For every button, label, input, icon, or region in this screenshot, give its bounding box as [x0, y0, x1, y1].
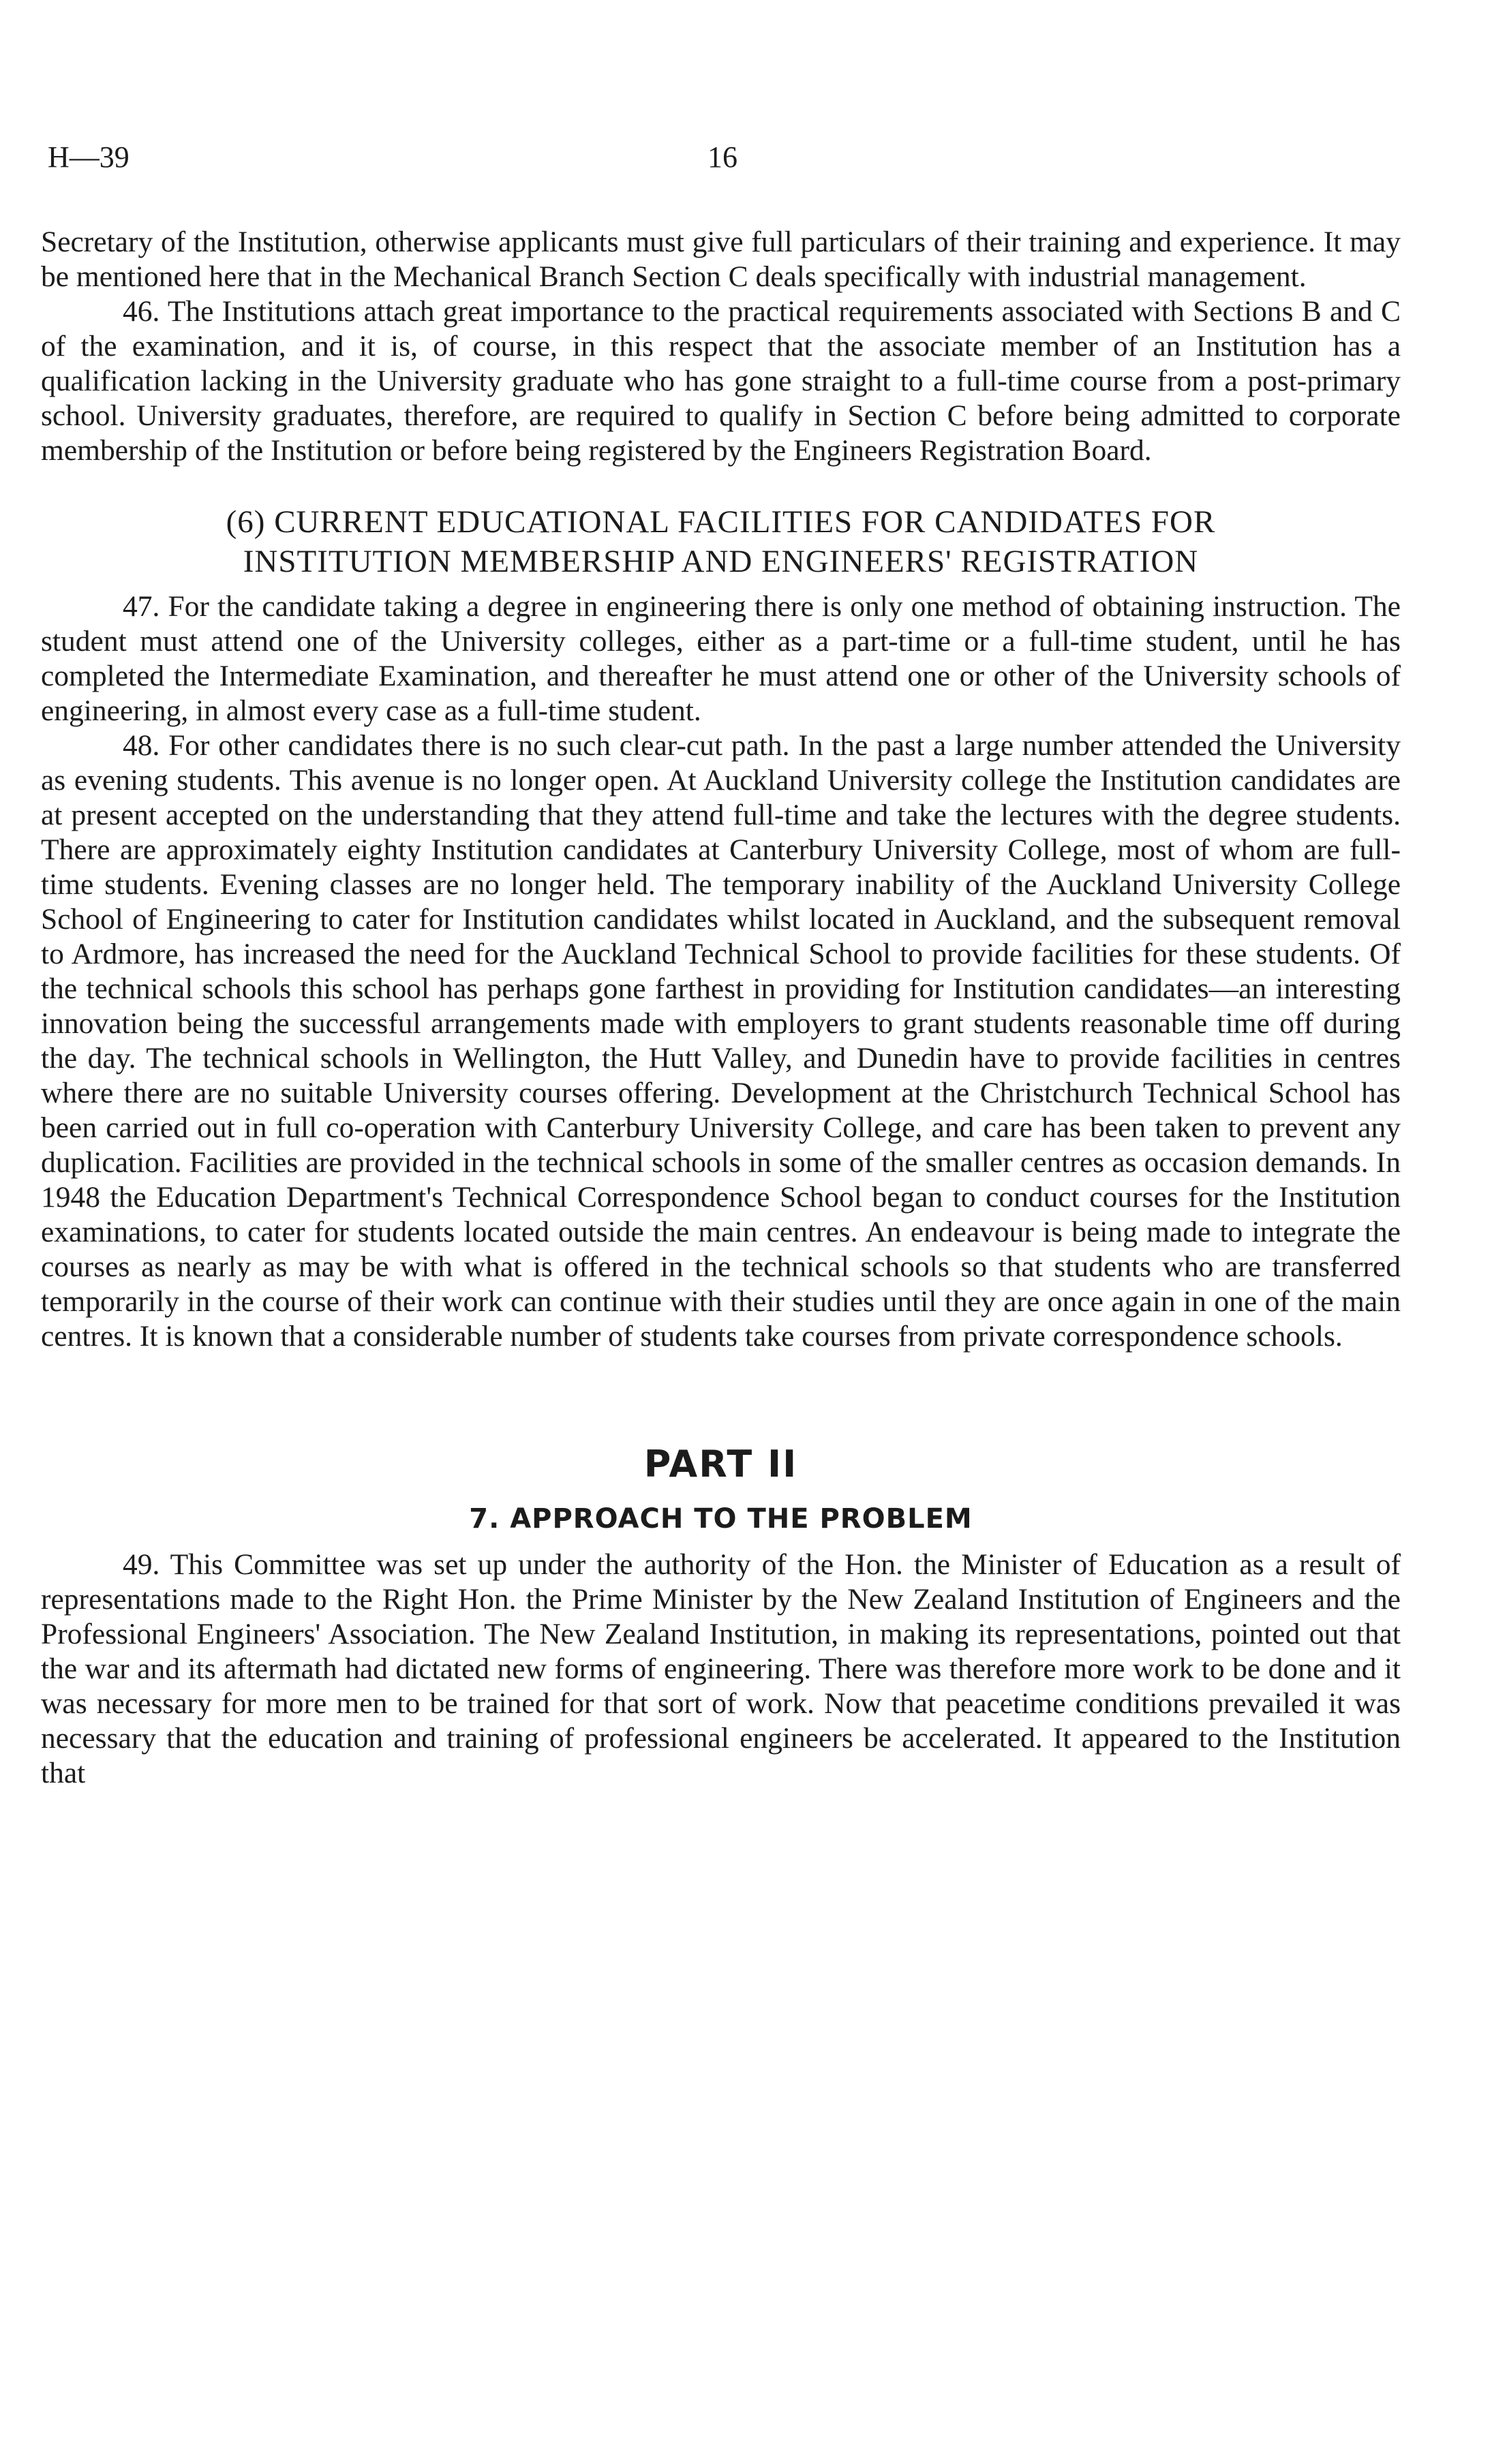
paragraph-text: For the candidate taking a degree in engineering there is only one method of obtaining instruction. The student must attend one of the University colleges, either as a part-time or a full-time student, until he has completed the Intermediate Examination, and thereafter he must attend one or other of the University schools of engineering, in almost every case as a full-time student. — [41, 590, 1401, 727]
paragraph-number: 48. — [123, 729, 160, 762]
page-content — [41, 225, 1401, 1791]
paragraph-number: 49. — [123, 1548, 160, 1581]
paragraph-text: This Committee was set up under the authority of the Hon. the Minister of Education as a result of representations made to the Right Hon. the Prime Minister by the New Zealand Institution of Engineers and the Professional Engineers' Association. The New Zealand Institution, in making its representations, pointed out that the war and its aftermath had dictated new forms of engineering. There was therefore more work to be done and it was necessary for more men to be trained for that sort of work. Now that peacetime conditions prevailed it was necessary that the education and training of professional engineers be accelerated. It appeared to the Institution that — [41, 1548, 1401, 1789]
paragraph-46 — [41, 294, 1401, 468]
paragraph-47 — [41, 589, 1401, 728]
section-heading — [41, 502, 1401, 581]
paragraph-number: 46. — [123, 295, 160, 328]
page-number: 16 — [707, 140, 737, 174]
paragraph-text: For other candidates there is no such clear-cut path. In the past a large number attended the University as evening students. This avenue is no longer open. At Auckland University college the Institution candidates are at present accepted on the understanding that they attend full-time and take the lectures with the degree students. There are approximately eighty Institution candidates at Canterbury University College, most of whom are full-time students. Evening classes are no longer held. The temporary inability of the Auckland University College School of Engineering to cater for Institution candidates whilst located in Auckland, and the subsequent removal to Ardmore, has increased the need for the Auckland Technical School to provide facilities for these students. Of the technical schools this school has perhaps gone farthest in providing for Institution candidates—an interesting innovation being the successful arrangements made with employers to grant students reasonable time off during the day. The technical schools in Wellington, the Hutt Valley, and Dunedin have to provide facilities in centres where there are no suitable University courses offering. Development at the Christchurch Technical School has been carried out in full co-operation with Canterbury University College, and care has been taken to prevent any duplication. Facilities are provided in the technical schools in some of the smaller centres as occasion demands. In 1948 the Education Department's Technical Correspondence School began to conduct courses for the Institution examinations, to cater for students located outside the main centres. An endeavour is being made to integrate the courses as nearly as may be with what is offered in the technical schools so that students who are transferred temporarily in the course of their work can continue with their studies until they are once again in one of the main centres. It is known that a considerable number of students take courses from private correspondence schools. — [41, 729, 1401, 1353]
paragraph-49 — [41, 1547, 1401, 1791]
document-id: H—39 — [48, 140, 130, 174]
page-header — [48, 140, 1411, 181]
paragraph-text: Secretary of the Institution, otherwise applicants must give full particulars of their training and experience. It may be mentioned here that in the Mechanical Branch Section C deals specifically with industrial management. — [41, 226, 1401, 293]
paragraph-continued — [41, 225, 1401, 294]
paragraph-number: 47. — [123, 590, 160, 623]
section-heading-line-2: INSTITUTION MEMBERSHIP AND ENGINEERS' REGISTRATION — [243, 544, 1199, 579]
chapter-heading: 7. APPROACH TO THE PROBLEM — [469, 1503, 973, 1535]
part-heading: PART II — [643, 1443, 798, 1485]
paragraph-48 — [41, 728, 1401, 1354]
section-heading-line-1: (6) CURRENT EDUCATIONAL FACILITIES FOR CANDIDATES FOR — [226, 504, 1216, 540]
paragraph-text: The Institutions attach great importance to the practical requirements associated with Sections B and C of the examination, and it is, of course, in this respect that the associate member of an Institution has a qualification lacking in the University graduate who has gone straight to a full-time course from a post-primary school. University graduates, therefore, are required to qualify in Section C before being admitted to corporate membership of the Institution or before being registered by the Engineers Registration Board. — [41, 295, 1401, 467]
